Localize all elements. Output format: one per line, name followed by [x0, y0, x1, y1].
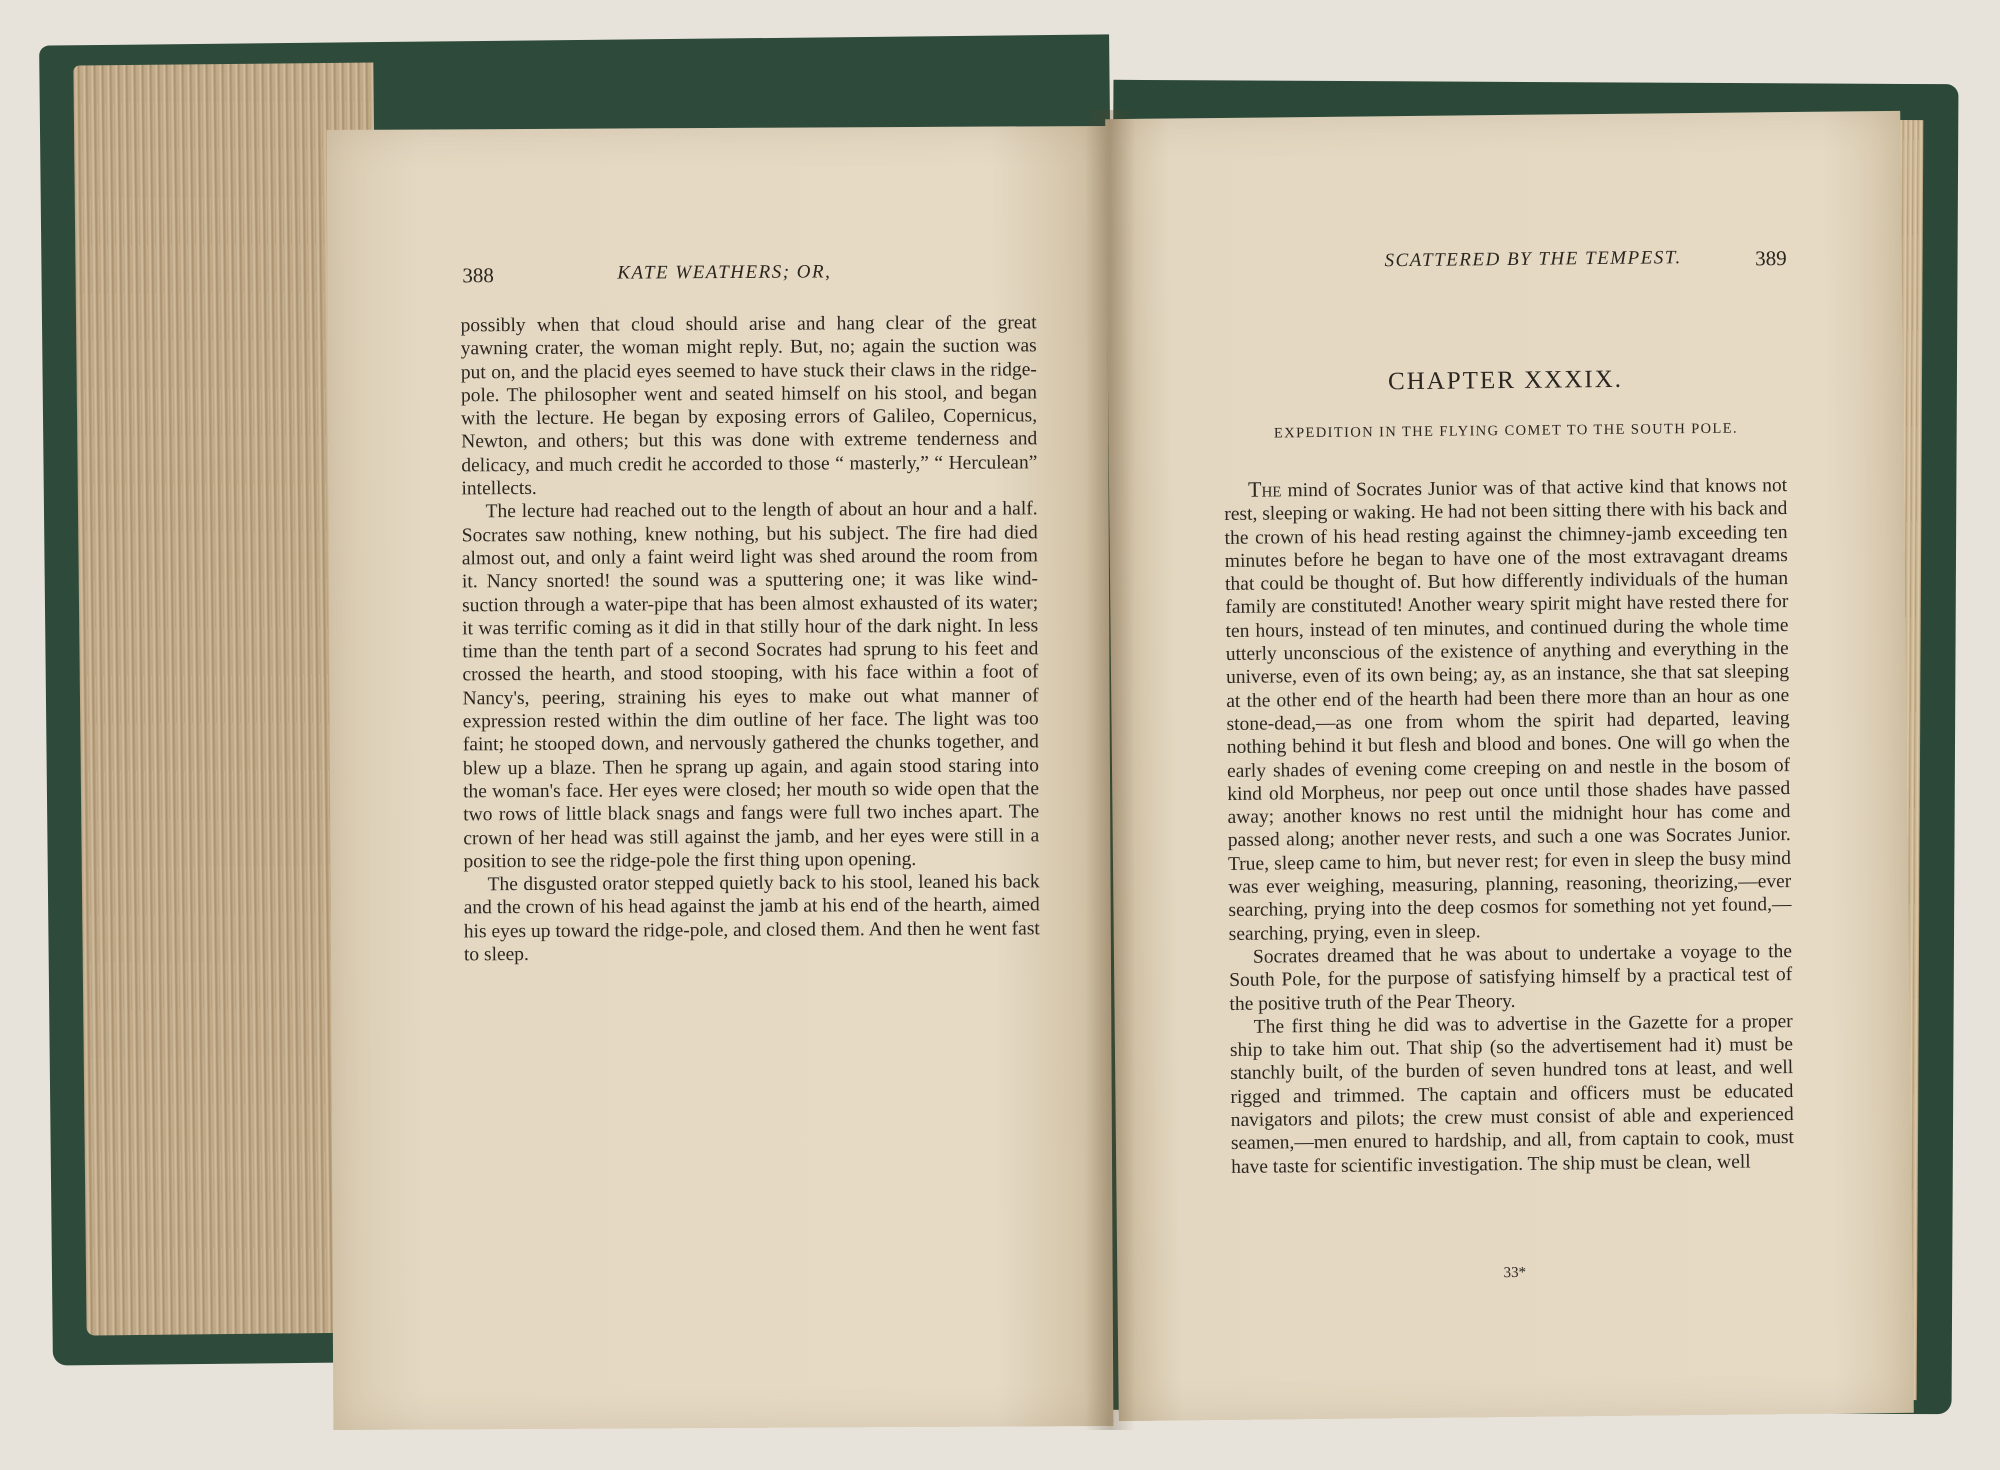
- chapter-subtitle: EXPEDITION IN THE FLYING COMET TO THE SOUTH POLE.: [1273, 420, 1739, 442]
- running-head: KATE WEATHERS; OR,: [617, 261, 832, 284]
- page-number: 389: [1755, 246, 1787, 271]
- right-page: [1105, 111, 1914, 1421]
- paragraph: The first thing he did was to advertise in the Gazette for a proper ship to take him out. That ship (so the advertisement had it) must be stanchly built, of the burden of seven hundred tons at least, and well rigged and trimmed. The captain and officers must be educated navigators and pilots; the crew must consist of able and experienced seamen,—men enured to hardship, and all, from captain to cook, must have taste for scientific investigation. The ship must be clean, well: [1229, 1010, 1795, 1178]
- opening-word: The: [1247, 476, 1282, 502]
- paragraph-text: mind of Socrates Junior was of that active kind that knows not rest, sleeping or waking. He had not been sitting there with his back and the crown of his head resting against the chimney-jamb exceeding ten minutes before he began to have one of the most extravagant dreams that could be thought of. But how differently individuals of the human family are constituted! Another weary spirit might have rested there for ten hours, instead of ten minutes, and continued during the whole time utterly unconscious of the existence of anything and everything in the universe, even of its own being; ay, as an instance, she that sat sleeping at the other end of the hearth had been there more than an hour as one stone-dead,—as one from whom the spirit had departed, leaving nothing behind it but flesh and blood and bones. One will go when the early shades of evening come creeping on and nestle in the bosom of kind old Morpheus, nor peep out once until those shades have passed away; another knows no rest until the midnight hour has come and passed along; another never rests, and such a one was Socrates Junior. True, sleep came to him, but never rest; for even in sleep the busy mind was ever weighing, measuring, planning, reasoning, theorizing,—ever searching, prying into the deep cosmos for something not yet found,—searching, prying, even in sleep.: [1224, 475, 1792, 945]
- paragraph: possibly when that cloud should arise and hang clear of the great yawning crater, the woman might reply. But, no; again the suction was put on, and the placid eyes seemed to have stuck their claws in the ridge-pole. The philosopher went and seated himself on his stool, and began with the lecture. He began by exposing errors of Galileo, Copernicus, Newton, and others; but this was done with extreme tenderness and delicacy, and much credit he accorded to those “ masterly,” “ Herculean” intellects.: [460, 312, 1038, 500]
- paragraph: [1224, 472, 1792, 946]
- left-page: [327, 126, 1114, 1430]
- paragraph: The lecture had reached out to the length of about an hour and a half. Socrates saw nothing, knew nothing, but his subject. The fire had died almost out, and only a faint weird light was shed around the room from it. Nancy snorted! the sound was a sputtering one; it was like wind-suction through a water-pipe that has been almost exhausted of its water; it was terrific coming as it did in that stilly hour of the dark night. In less time than the tenth part of a second Socrates had sprung to his feet and crossed the hearth, and stood stooping, with his face within a foot of Nancy's, peering, straining his eyes to make out what manner of expression rested within the dim outline of her face. The light was too faint; he stooped down, and nervously gathered the chunks together, and blew up a blaze. Then he sprang up again, and again stood staring into the woman's face. Her eyes were closed; her mouth so wide open that the two rows of little black snags and fangs were full two inches apart. The crown of her head was still against the jamb, and her eyes were still in a position to see the ridge-pole the first thing upon opening.: [461, 498, 1040, 873]
- chapter-title: CHAPTER XXXIX.: [1387, 365, 1624, 396]
- left-page-body: [461, 311, 1040, 966]
- right-page-body: [1224, 472, 1794, 1179]
- signature-mark: 33*: [1503, 1264, 1527, 1282]
- running-head: SCATTERED BY THE TEMPEST.: [1384, 247, 1682, 272]
- paragraph: Socrates dreamed that he was about to undertake a voyage to the South Pole, for the purpose of satisfying himself by a practical test of the positive truth of the Pear Theory.: [1229, 940, 1793, 1015]
- right-page-header: [1107, 245, 1902, 283]
- page-number: 388: [462, 263, 494, 288]
- paragraph: The disgusted orator stepped quietly back to his stool, leaned his back and the crown of his head against the jamb at his end of the hearth, aimed his eyes up toward the ridge-pole, and closed them. And then he went fast to sleep.: [463, 871, 1040, 966]
- book-gutter: [1085, 110, 1135, 1430]
- left-page-header: [327, 260, 1107, 294]
